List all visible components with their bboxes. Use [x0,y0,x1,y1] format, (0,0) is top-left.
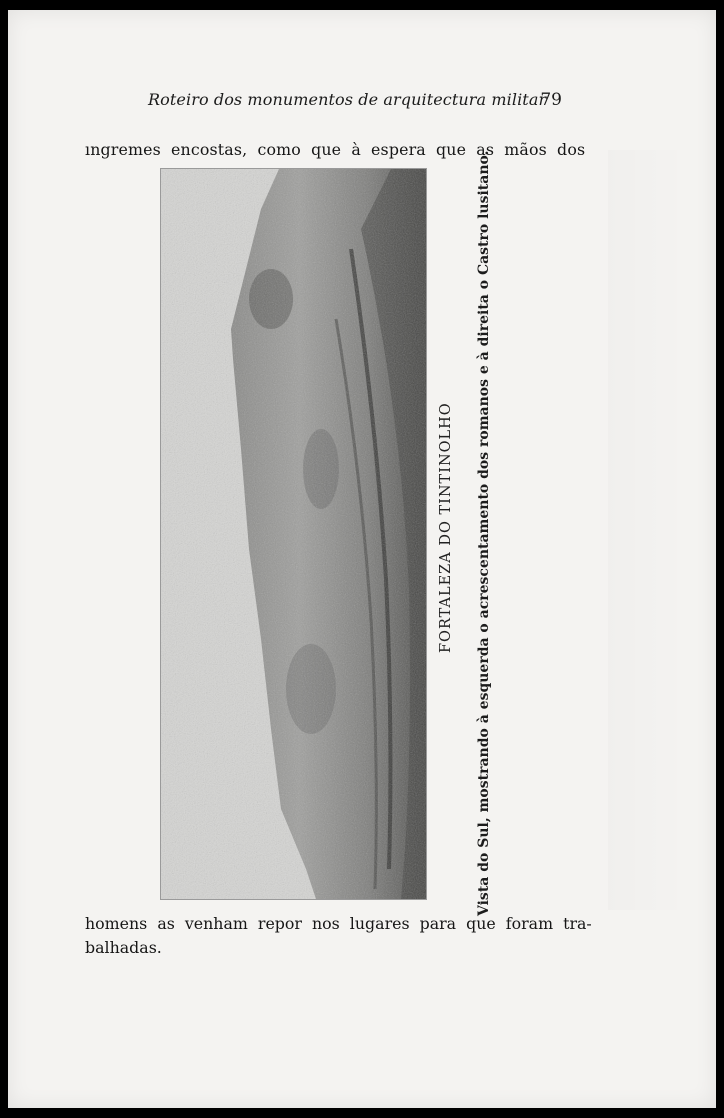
document-page [8,10,716,1108]
page-number: 79 [540,90,562,110]
paragraph-line: balhadas. [85,938,162,957]
paragraph-bottom [85,912,592,960]
figure-description: Vista do Sul, mostrando à esquerda o acrescentamento dos romanos e à direita o Castro lusitano. [476,150,492,916]
running-title: Roteiro dos monumentos de arquitectura militar [148,90,547,109]
paragraph-line-top: ıngremes encostas, como que à espera que as mãos dos [85,140,586,159]
running-header [148,90,568,114]
paragraph-line: homens as venham repor nos lugares para que foram tra- [85,914,592,933]
fortress-photograph [160,168,427,900]
page-bleed-shadow [608,150,688,910]
hill-landscape-image [161,169,426,899]
figure-title: FORTALEZA DO TINTINOLHO [438,402,454,654]
figure-caption [432,150,510,916]
